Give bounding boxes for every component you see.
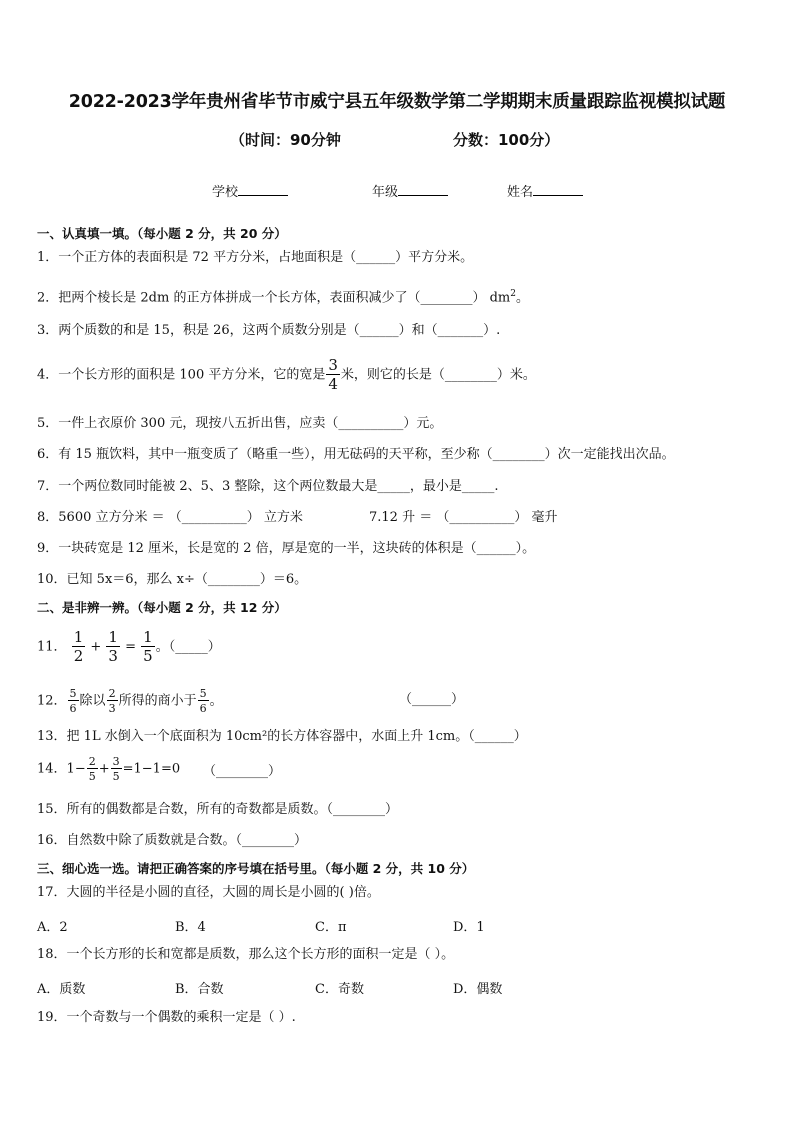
option-d[interactable]: D．偶数	[453, 982, 503, 997]
operator-plus: +	[90, 639, 102, 655]
question-13: 13．把 1L 水倒入一个底面积为 10cm²的长方体容器中，水面上升 1cm。（______）	[37, 729, 527, 744]
operator-equals: =	[125, 639, 137, 655]
numerator: 5	[69, 687, 77, 700]
page-title: 2022-2023学年贵州省毕节市威宁县五年级数学第二学期期末质量跟踪监视模拟试题	[68, 92, 726, 112]
question-11-end: 。（_____）	[155, 639, 221, 655]
option-c[interactable]: C．π	[315, 920, 347, 935]
grade-field[interactable]	[372, 181, 448, 200]
grade-label: 年级	[372, 185, 399, 200]
question-5: 5．一件上衣原价 300 元，现按八五折出售，应卖（__________）元。	[37, 416, 443, 431]
fraction	[198, 688, 209, 714]
denominator: 6	[199, 702, 207, 715]
question-8-part-a: 8．5600 立方分米 ＝ （__________） 立方米	[37, 510, 303, 525]
fraction	[87, 756, 98, 782]
grade-blank[interactable]	[398, 183, 448, 196]
fraction	[72, 630, 86, 664]
question-7: 7．一个两位数同时能被 2、5、3 整除，这个两位数最大是_____，最小是_____.	[37, 479, 499, 494]
question-17: 17．大圆的半径是小圆的直径，大圆的周长是小圆的( )倍。	[37, 885, 380, 900]
fraction	[111, 756, 122, 782]
option-d[interactable]: D．1	[453, 920, 485, 935]
question-10: 10．已知 5x＝6，那么 x÷（________）＝6。	[37, 572, 308, 587]
fraction	[106, 630, 120, 664]
denominator: 3	[108, 647, 118, 665]
question-14-start: 14．1−	[37, 761, 86, 777]
numerator: 2	[88, 755, 96, 768]
question-3: 3．两个质数的和是 15，积是 26，这两个质数分别是（______）和（_______）.	[37, 323, 501, 338]
name-blank[interactable]	[533, 183, 583, 196]
denominator: 6	[69, 702, 77, 715]
question-2-exponent: 2	[510, 289, 516, 299]
question-2	[37, 286, 529, 306]
numerator: 3	[328, 356, 338, 374]
exam-time: （时间：90分钟	[230, 131, 341, 149]
fraction	[326, 358, 340, 392]
denominator: 5	[88, 770, 96, 783]
question-12-number: 12．	[37, 693, 67, 709]
denominator: 5	[143, 647, 153, 665]
numerator: 1	[73, 628, 84, 646]
question-4-text: 4．一个长方形的面积是 100 平方分米，它的宽是	[37, 367, 326, 383]
school-label: 学校	[212, 185, 239, 200]
exam-score: 分数：100分）	[453, 131, 560, 149]
question-2-text: 2．把两个棱长是 2dm 的正方体拼成一个长方体，表面积减少了（________） dm	[37, 290, 511, 306]
numerator: 5	[199, 687, 207, 700]
option-a[interactable]: A．2	[37, 920, 68, 935]
numerator: 3	[112, 755, 120, 768]
question-11	[37, 630, 221, 664]
question-12-text-2: 所得的商小于	[118, 693, 197, 709]
option-c[interactable]: C．奇数	[315, 982, 364, 997]
question-11-number: 11．	[37, 639, 67, 655]
school-field[interactable]	[212, 181, 288, 200]
fraction	[107, 688, 118, 714]
question-14	[37, 755, 282, 783]
question-14-answer-blank: （________）	[203, 764, 282, 779]
name-field[interactable]	[507, 181, 583, 200]
option-a[interactable]: A．质数	[37, 982, 86, 997]
question-4-text-end: 米，则它的长是（________）米。	[340, 367, 536, 383]
question-2-end: 。	[515, 290, 529, 306]
fraction	[141, 630, 155, 664]
option-b[interactable]: B．合数	[175, 982, 224, 997]
name-label: 姓名	[507, 185, 534, 200]
option-b[interactable]: B．4	[175, 920, 206, 935]
section-heading-3: 三、细心选一选。请把正确答案的序号填在括号里。（每小题 2 分，共 10 分）	[37, 861, 475, 876]
denominator: 4	[328, 375, 338, 393]
denominator: 3	[108, 702, 116, 715]
question-18: 18．一个长方形的长和宽都是质数，那么这个长方形的面积一定是（ ）。	[37, 947, 455, 962]
question-8-part-b: 7.12 升 ＝ （__________） 毫升	[369, 510, 558, 525]
question-16: 16．自然数中除了质数就是合数。（________）	[37, 833, 308, 848]
question-12-text: 除以	[79, 693, 106, 709]
question-8	[37, 510, 558, 526]
question-19: 19．一个奇数与一个偶数的乘积一定是（ ）.	[37, 1010, 296, 1025]
numerator: 2	[108, 687, 116, 700]
numerator: 1	[108, 628, 118, 646]
question-12-answer-blank: （______）	[399, 692, 465, 707]
section-heading-1: 一、认真填一填。（每小题 2 分，共 20 分）	[37, 226, 287, 241]
fraction	[68, 688, 79, 714]
numerator: 1	[143, 628, 153, 646]
operator-plus: +	[98, 761, 110, 777]
question-15: 15．所有的偶数都是合数，所有的奇数都是质数。（________）	[37, 802, 399, 817]
question-6: 6．有 15 瓶饮料，其中一瓶变质了（略重一些），用无砝码的天平称，至少称（________）次一定能找出次品。	[37, 447, 675, 462]
section-heading-2: 二、是非辨一辨。（每小题 2 分，共 12 分）	[37, 600, 287, 615]
question-9: 9．一块砖宽是 12 厘米，长是宽的 2 倍，厚是宽的一半，这块砖的体积是（______）。	[37, 541, 536, 556]
question-12	[37, 687, 465, 715]
question-1: 1．一个正方体的表面积是 72 平方分米，占地面积是（______）平方分米。	[37, 250, 474, 265]
question-4	[37, 358, 536, 392]
school-blank[interactable]	[238, 183, 288, 196]
denominator: 2	[73, 647, 84, 665]
question-14-end: =1−1=0	[122, 761, 181, 777]
question-12-end: 。	[209, 693, 223, 709]
denominator: 5	[112, 770, 120, 783]
